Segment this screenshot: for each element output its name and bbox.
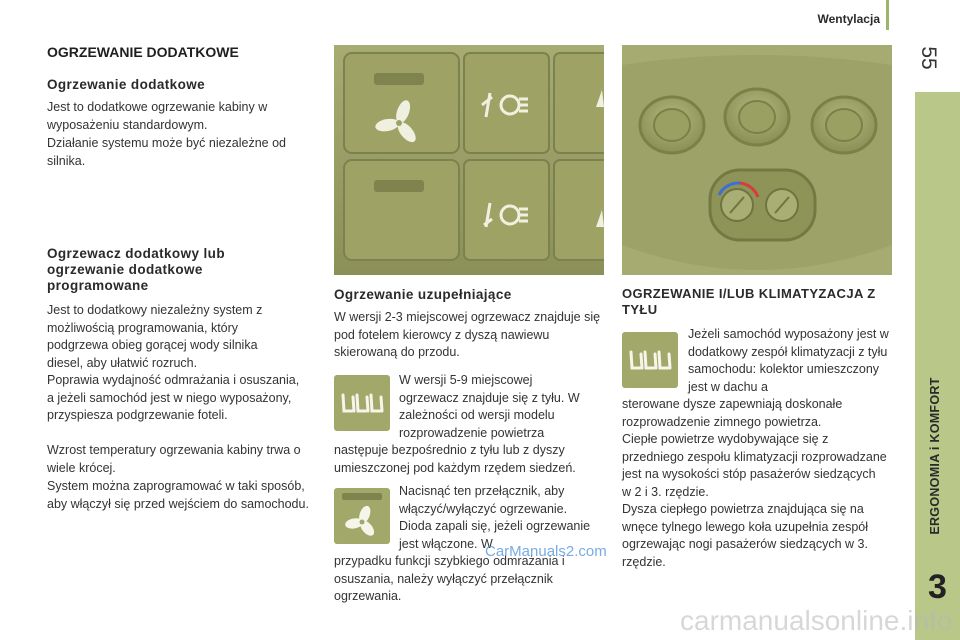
main-heading: OGRZEWANIE DODATKOWE bbox=[47, 44, 239, 60]
chapter-title: ERGONOMIA i KOMFORT bbox=[928, 377, 942, 535]
supplementary-paragraph-1: W wersji 2-3 miejscowej ogrzewacz znajduje się pod fotelem kierowcy z dyszą nawiewu skierowaną do przodu. bbox=[334, 310, 601, 359]
rear-climate-heading: OGRZEWANIE I/LUB KLIMATYZACJA Z TYŁU bbox=[622, 286, 876, 317]
supplementary-heating-heading: Ogrzewanie uzupełniające bbox=[334, 287, 512, 302]
rear-climate-paragraph-3: Dysza ciepłego powietrza znajdująca się na wnęce tylnego lewego koła uzupełnia zespół ogrzewając nogi pasażerów siedzących w 3. rzędzie. bbox=[622, 502, 868, 569]
rear-seats-icon bbox=[334, 375, 390, 431]
switch-panel-illustration bbox=[334, 45, 604, 275]
chapter-number: 3 bbox=[928, 568, 947, 606]
sub1-paragraph-2: Działanie systemu może być niezależne od silnika. bbox=[47, 136, 287, 168]
rear-vents-photo bbox=[622, 45, 892, 275]
supplementary-paragraph-3b: przypadku funkcji szybkiego odmrażania i osuszania, należy wyłączyć przełącznik ogrzewania. bbox=[334, 554, 565, 603]
fan-icon bbox=[334, 488, 390, 544]
rear-vents-illustration bbox=[622, 45, 892, 275]
heater-switch-panel-photo bbox=[334, 45, 604, 275]
heater-switch-icon bbox=[334, 488, 390, 544]
sub2-paragraph-3: Wzrost temperatury ogrzewania kabiny trwa o wiele krócej. bbox=[47, 443, 301, 475]
sub2-title: Ogrzewacz dodatkowy lub ogrzewanie dodatkowe programowane bbox=[47, 246, 225, 293]
rear-climate-seats-icon bbox=[622, 332, 678, 388]
rear-climate-paragraph-2: Ciepłe powietrze wydobywające się z przedniego zespołu klimatyzacji rozprowadzane jest na wysokości stóp pasażerów siedzących w 2 i 3. rzędzie. bbox=[622, 432, 887, 499]
rear-climate-paragraph-1b: sterowane dysze zapewniają doskonałe rozprowadzenie zimnego powietrza. bbox=[622, 397, 843, 429]
section-title: Wentylacja bbox=[817, 12, 880, 26]
sub2-paragraph-1: Jest to dodatkowy niezależny system z możliwością programowania, który podgrzewa obieg gorącej wody silnika diesel, aby ułatwić rozruch. bbox=[47, 303, 263, 370]
supplementary-paragraph-2a: W wersji 5-9 miejscowej ogrzewacz znajduje się z tyłu. W zależności od wersji modelu rozprowadzenie powietrza bbox=[399, 373, 580, 440]
sub1-title: Ogrzewanie dodatkowe bbox=[47, 77, 206, 92]
seats-icon bbox=[334, 375, 390, 431]
supplementary-paragraph-2b: następuje bezpośrednio z tyłu lub z dyszy umieszczonej pod każdym rzędem siedzeń. bbox=[334, 443, 576, 475]
header-divider bbox=[886, 0, 889, 30]
watermark-bottom: carmanualsonline.info bbox=[680, 605, 953, 636]
rear-climate-paragraph-1a: Jeżeli samochód wyposażony jest w dodatkowy zespół klimatyzacji z tyłu samochodu: kolektor umieszczony jest w dachu a bbox=[688, 327, 889, 394]
supplementary-paragraph-3a: Nacisnąć ten przełącznik, aby włączyć/wyłączyć ogrzewanie. Dioda zapali się, jeżeli ogrzewanie jest włączone. W bbox=[399, 484, 591, 551]
sub1-paragraph-1: Jest to dodatkowe ogrzewanie kabiny w wyposażeniu standardowym. bbox=[47, 100, 268, 132]
page-number: 55 bbox=[917, 46, 940, 70]
seats-icon-2 bbox=[622, 332, 678, 388]
watermark-mid: CarManuals2.com bbox=[485, 543, 607, 560]
sub2-paragraph-4: System można zaprogramować w taki sposób, aby włączył się przed wejściem do samochodu. bbox=[47, 479, 309, 511]
sub2-paragraph-2: Poprawia wydajność odmrażania i osuszania, a jeżeli samochód jest w niego wyposażony, przyspiesza podgrzewanie foteli. bbox=[47, 373, 300, 422]
